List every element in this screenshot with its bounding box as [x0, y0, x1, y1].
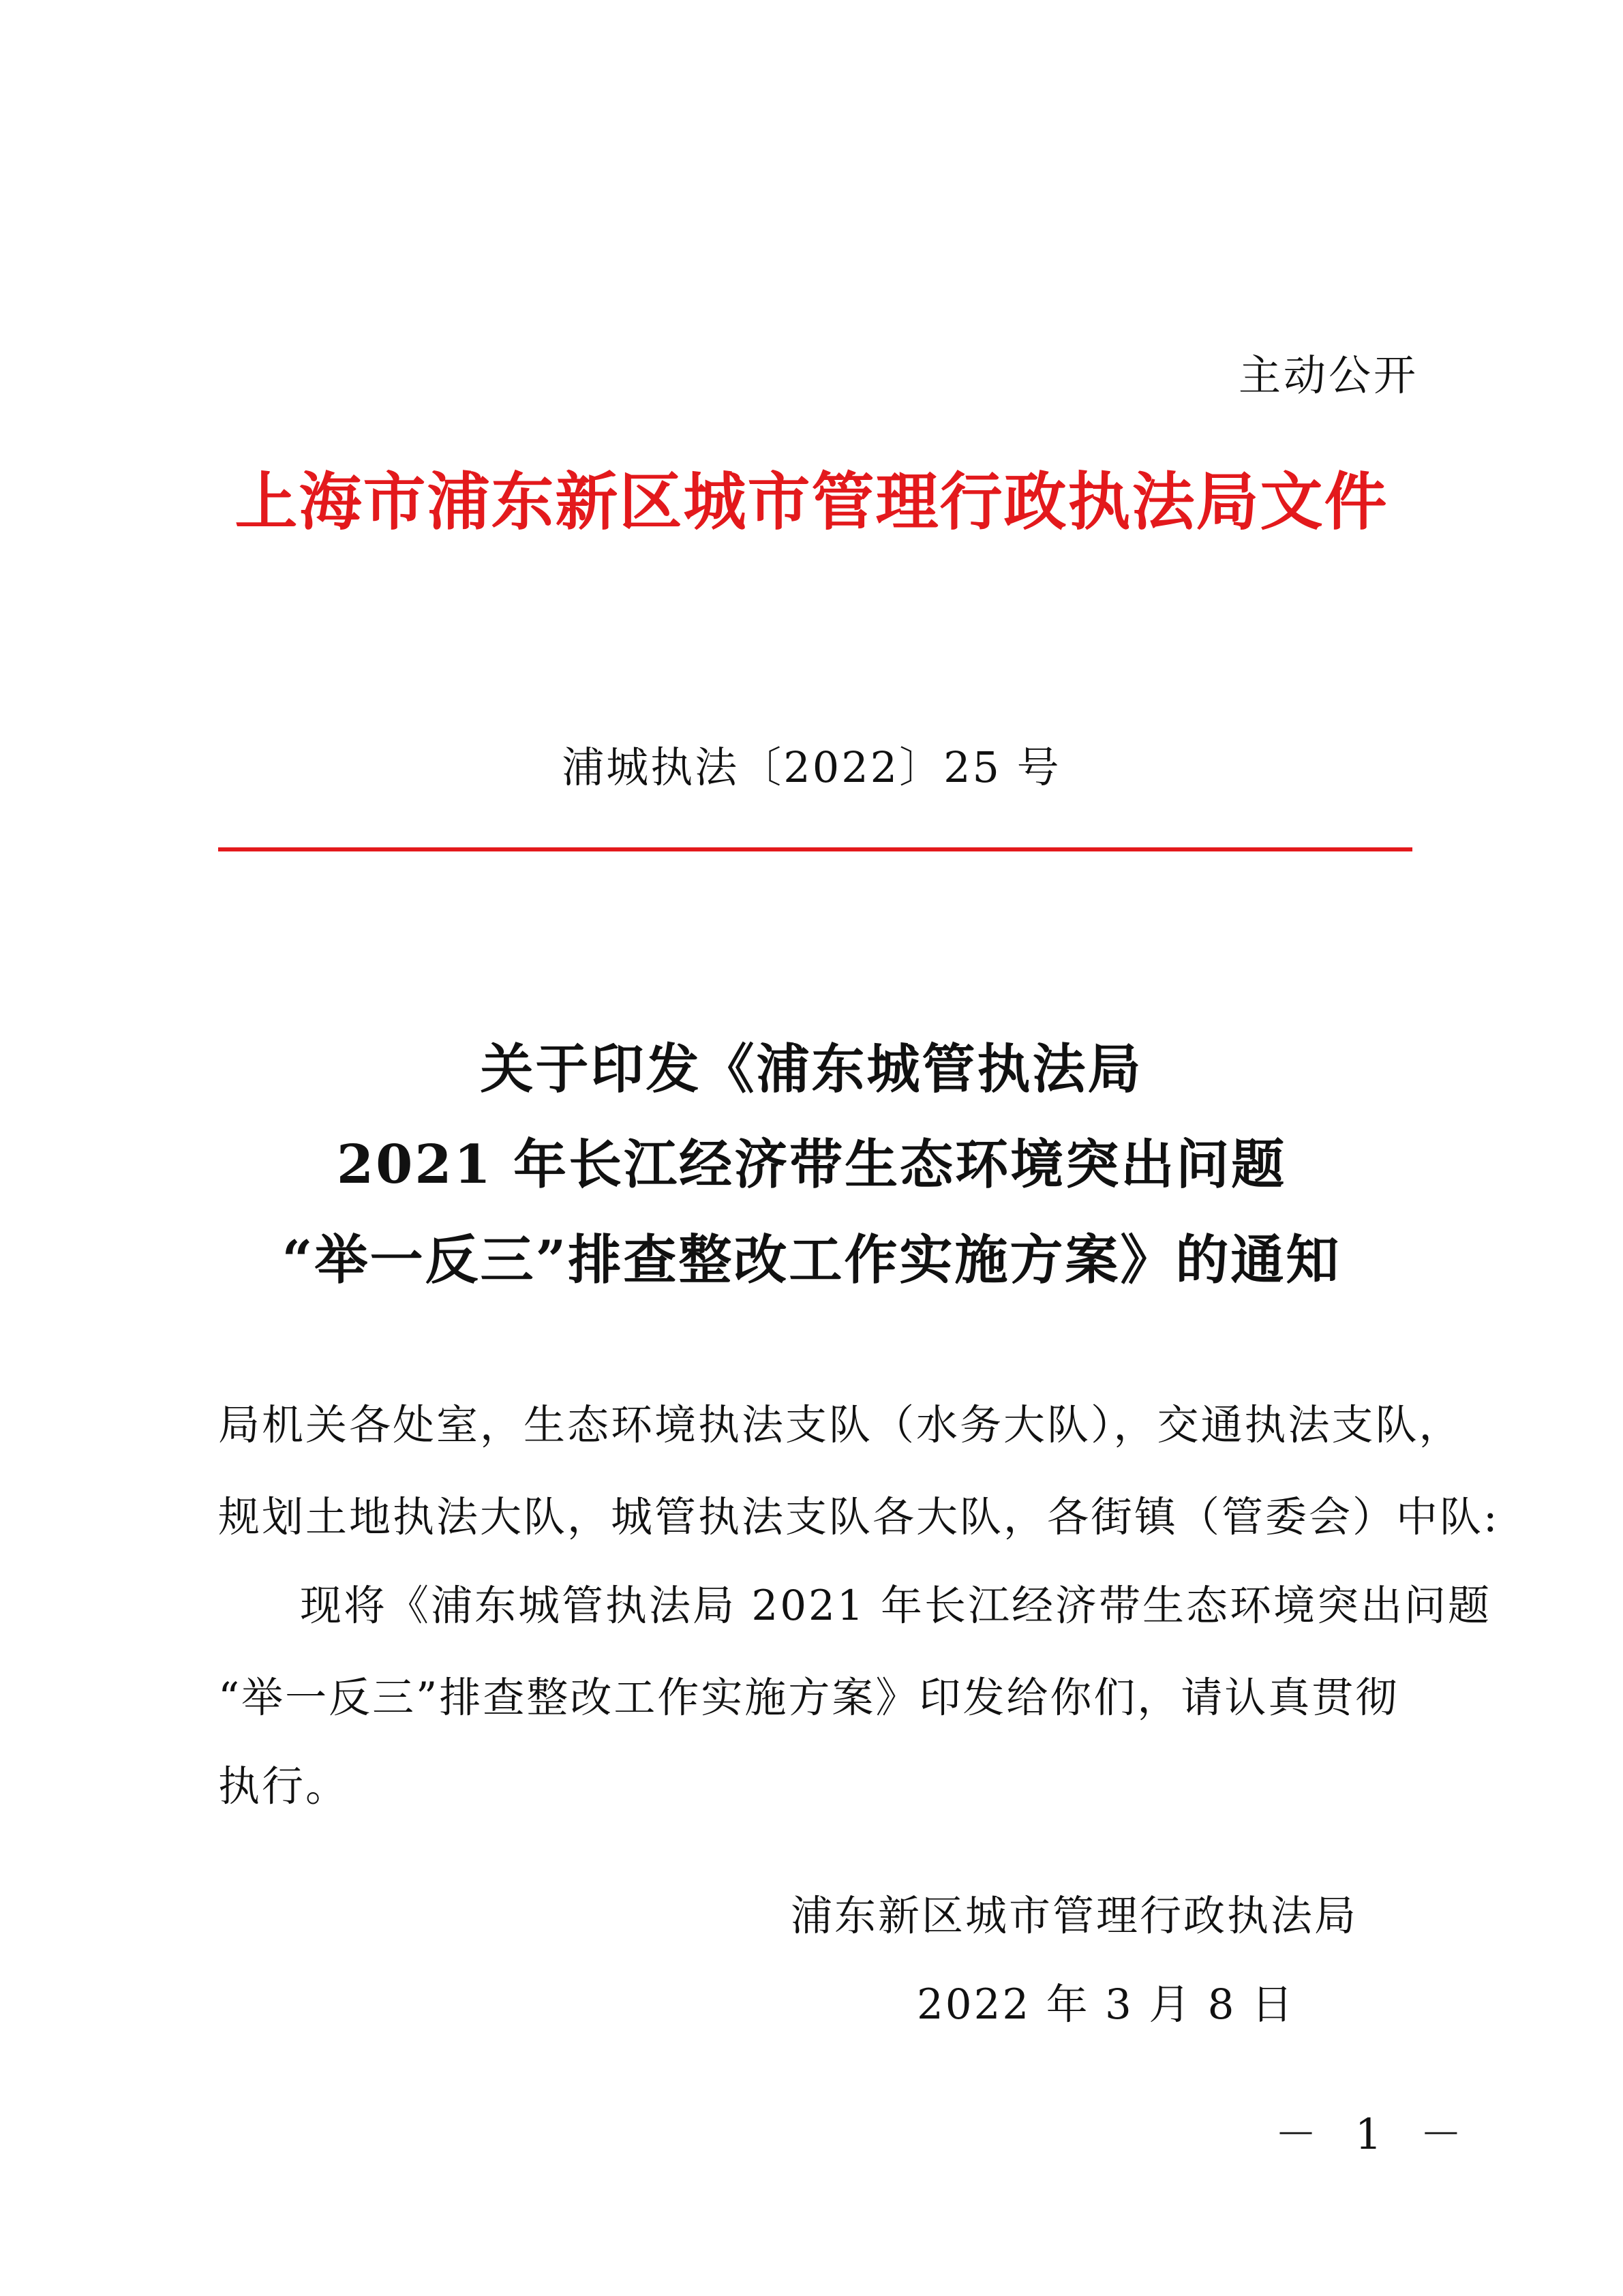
title-line-2: 2021 年长江经济带生态环境突出问题 [336, 1134, 1287, 1196]
paragraph-line-2: “举一反三”排查整改工作实施方案》印发给你们，请认真贯彻 [218, 1674, 1399, 1722]
page-number: － 1 － [1275, 2109, 1474, 2159]
signing-date: 2022 年 3 月 8 日 [917, 1980, 1295, 2029]
addressee-line-1: 局机关各处室，生态环境执法支队（水务大队），交通执法支队， [218, 1401, 1463, 1449]
title-line-1: 关于印发《浦东城管执法局 [480, 1038, 1143, 1100]
header-divider [218, 847, 1412, 851]
signing-organization: 浦东新区城市管理行政执法局 [791, 1892, 1359, 1940]
paragraph-line-1: 现将《浦东城管执法局 2021 年长江经济带生态环境突出问题 [300, 1582, 1492, 1630]
disclosure-label: 主动公开 [1238, 350, 1419, 400]
agency-header: 上海市浦东新区城市管理行政执法局文件 [234, 465, 1389, 539]
paragraph-line-3: 执行。 [218, 1762, 350, 1811]
addressee-line-2: 规划土地执法大队，城管执法支队各大队，各街镇（管委会）中队: [218, 1493, 1500, 1541]
title-line-3: “举一反三”排查整改工作实施方案》的通知 [282, 1229, 1341, 1291]
document-number: 浦城执法〔2022〕25 号 [562, 742, 1061, 792]
